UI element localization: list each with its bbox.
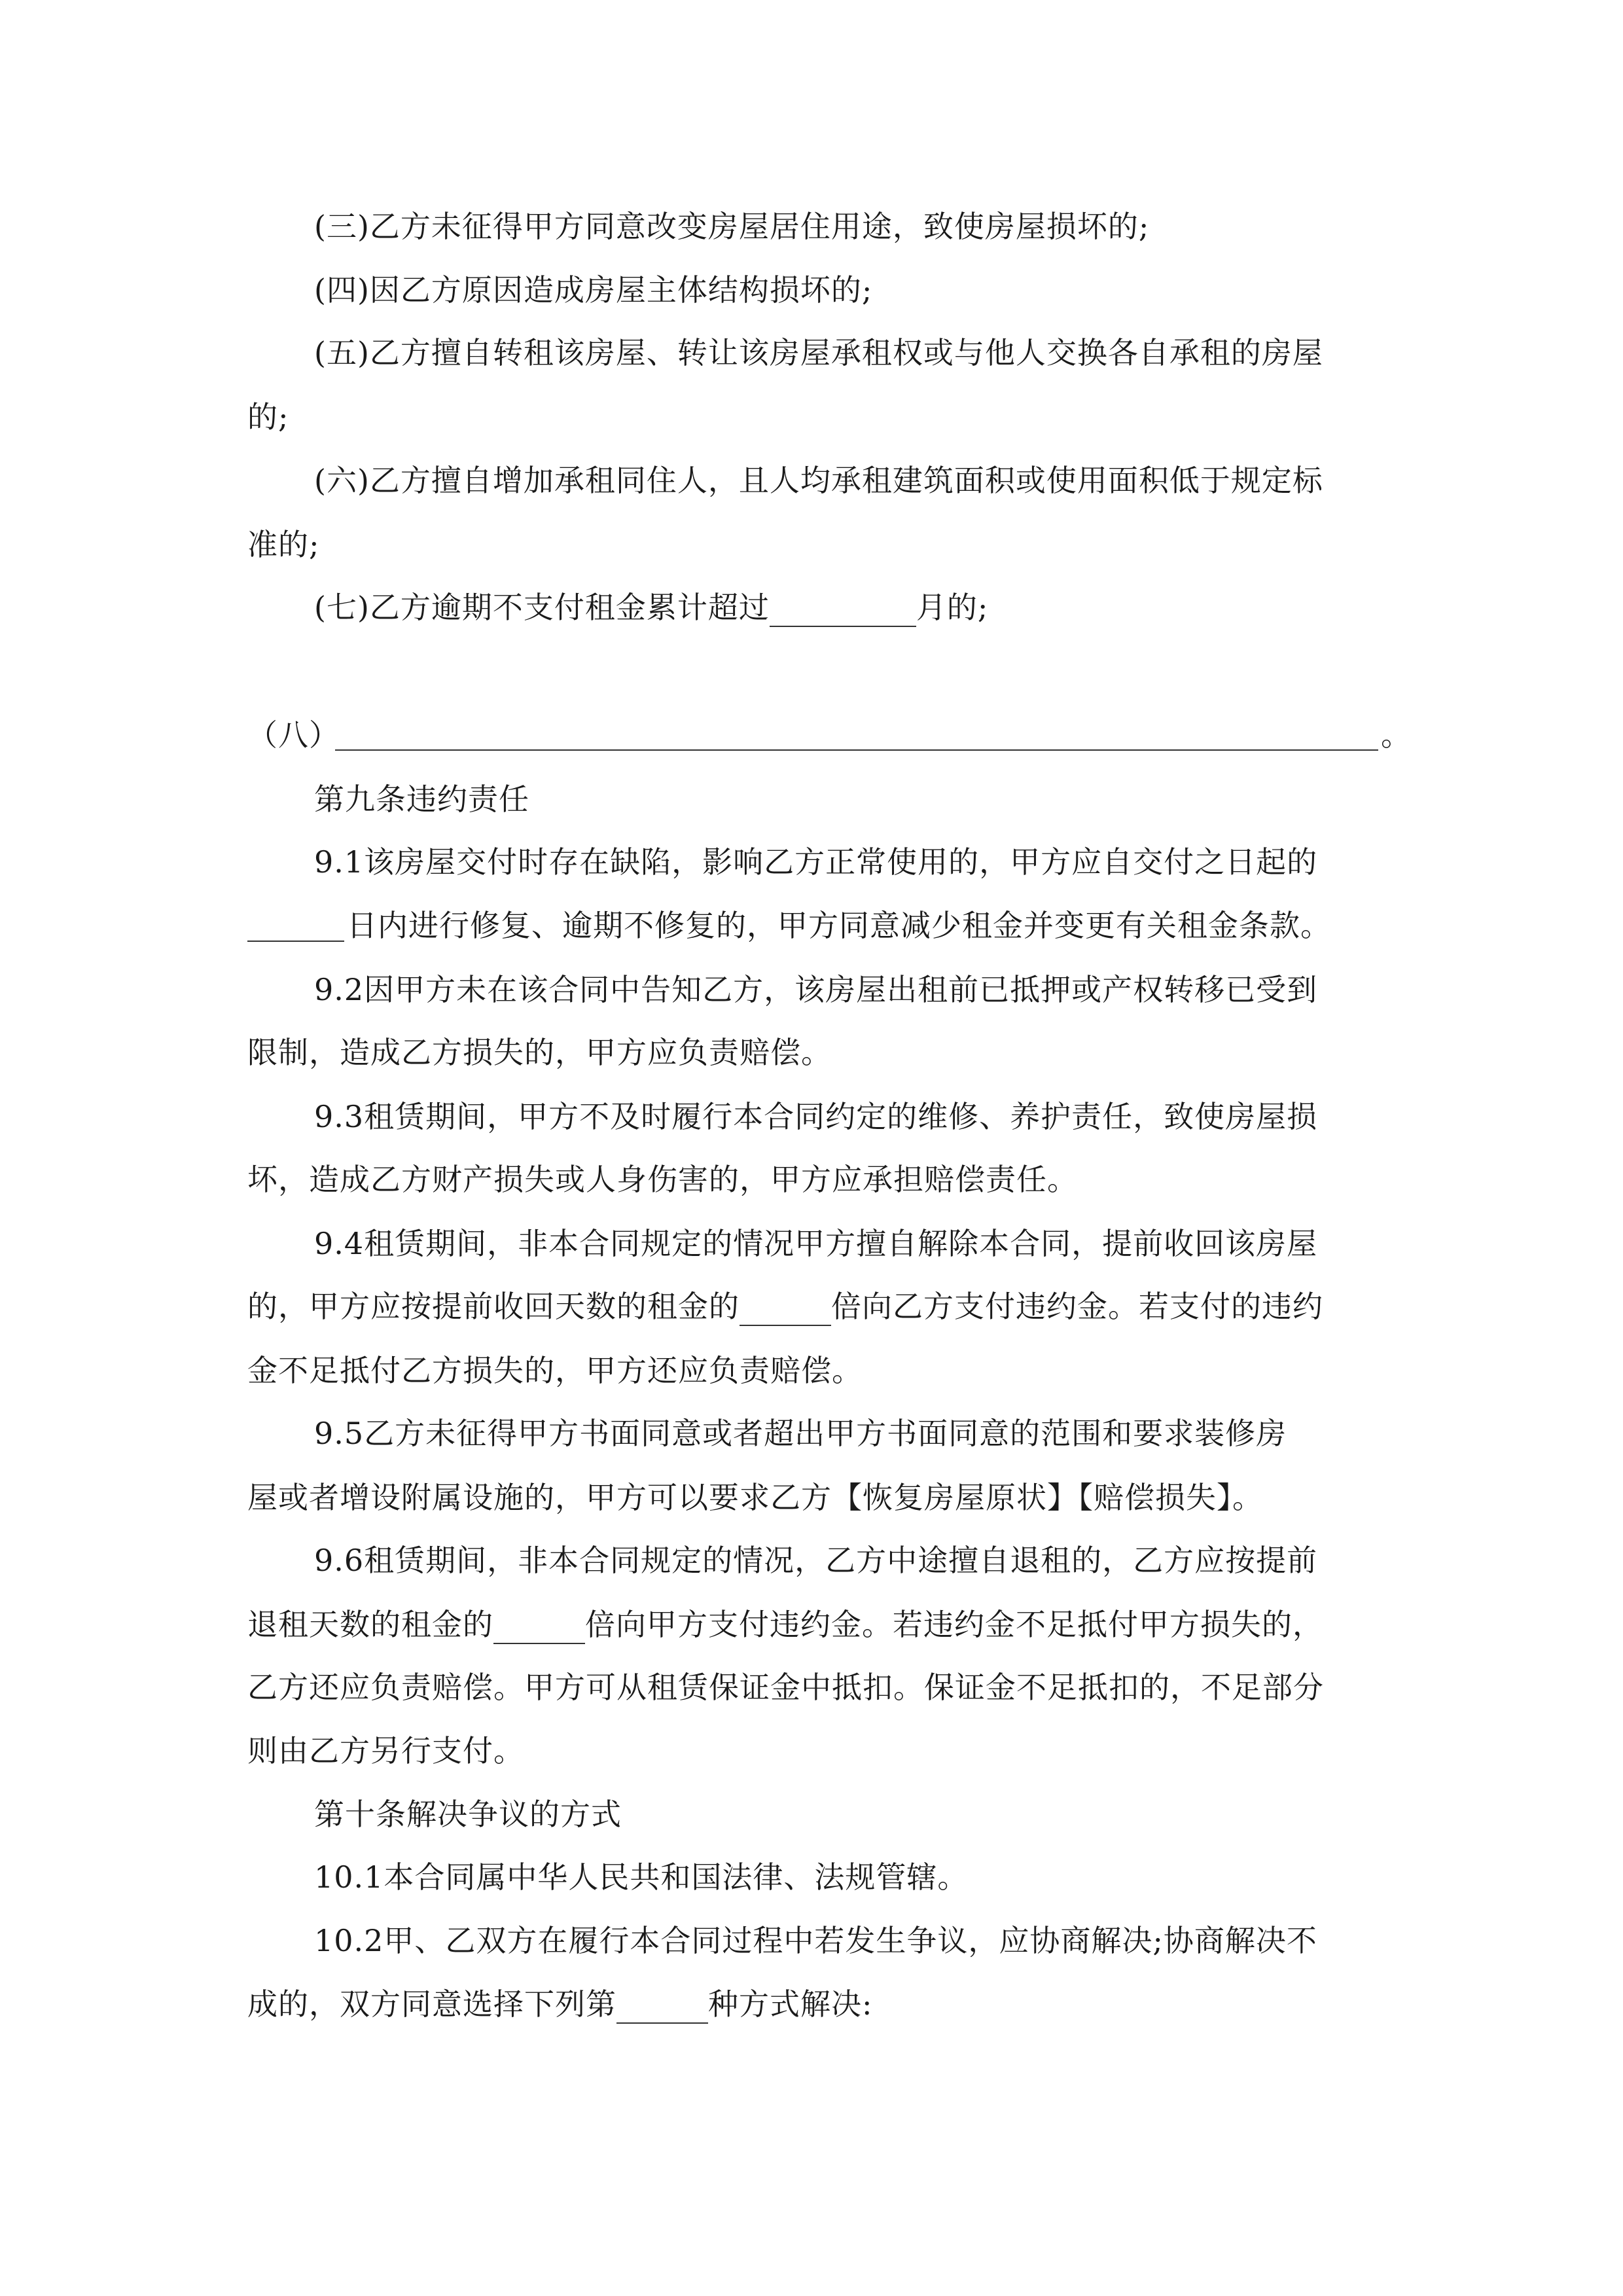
section-heading-article-9: 第九条违约责任 xyxy=(314,781,529,817)
clause-9-6-text: 退租天数的租金的 xyxy=(247,1607,493,1642)
blank-penalty-multiple-b xyxy=(493,1606,585,1644)
clause-item-8-end: 。 xyxy=(1381,717,1412,753)
clause-9-3-cont: 坏，造成乙方财产损失或人身伤害的，甲方应承担赔偿责任。 xyxy=(247,1162,1078,1197)
clause-item-7 xyxy=(314,589,988,627)
blank-item-8 xyxy=(335,749,1378,751)
clause-item-8-label: （八） xyxy=(247,717,340,753)
blank-dispute-method xyxy=(616,1986,708,2024)
clause-item-7-tail: 月的; xyxy=(916,590,989,625)
clause-9-6-cont3: 则由乙方另行支付。 xyxy=(247,1733,524,1768)
clause-9-6-cont2: 乙方还应负责赔偿。甲方可从租赁保证金中抵扣。保证金不足抵扣的，不足部分 xyxy=(247,1670,1324,1705)
clause-9-2: 9.2因甲方未在该合同中告知乙方，该房屋出租前已抵押或产权转移已受到 xyxy=(314,972,1318,1007)
clause-9-5-cont: 屋或者增设附属设施的，甲方可以要求乙方【恢复房屋原状】【赔偿损失】。 xyxy=(247,1480,1263,1515)
clause-10-1: 10.1本合同属中华人民共和国法律、法规管辖。 xyxy=(314,1859,969,1895)
clause-item-3: (三)乙方未征得甲方同意改变房屋居住用途，致使房屋损坏的; xyxy=(314,209,1150,244)
clause-item-5: (五)乙方擅自转租该房屋、转让该房屋承租权或与他人交换各自承租的房屋 xyxy=(314,335,1323,370)
clause-9-4: 9.4租赁期间，非本合同规定的情况甲方擅自解除本合同，提前收回该房屋 xyxy=(314,1226,1318,1261)
clause-item-6-cont: 准的; xyxy=(247,527,320,562)
clause-10-2-cont xyxy=(247,1986,873,2024)
clause-9-5: 9.5乙方未征得甲方书面同意或者超出甲方书面同意的范围和要求装修房 xyxy=(314,1416,1287,1451)
clause-item-4: (四)因乙方原因造成房屋主体结构损坏的; xyxy=(314,272,873,308)
clause-9-6-cont xyxy=(247,1606,1323,1644)
blank-months xyxy=(770,589,916,627)
clause-9-1-cont: 日内进行修复、逾期不修复的，甲方同意减少租金并变更有关租金条款。 xyxy=(347,908,1331,943)
clause-9-1: 9.1该房屋交付时存在缺陷，影响乙方正常使用的，甲方应自交付之日起的 xyxy=(314,844,1318,880)
section-heading-article-10: 第十条解决争议的方式 xyxy=(314,1797,622,1832)
blank-repair-days xyxy=(247,941,344,942)
clause-9-4-cont2: 金不足抵付乙方损失的，甲方还应负责赔偿。 xyxy=(247,1353,863,1388)
clause-item-7-text: (七)乙方逾期不支付租金累计超过 xyxy=(314,590,770,625)
clause-10-2: 10.2甲、乙双方在履行本合同过程中若发生争议，应协商解决;协商解决不 xyxy=(314,1923,1317,1958)
clause-item-5-cont: 的; xyxy=(247,399,289,435)
clause-9-4-text: 的，甲方应按提前收回天数的租金的 xyxy=(247,1289,740,1324)
clause-9-2-cont: 限制，造成乙方损失的，甲方应负责赔偿。 xyxy=(247,1035,832,1070)
clause-9-6: 9.6租赁期间，非本合同规定的情况，乙方中途擅自退租的，乙方应按提前 xyxy=(314,1543,1318,1578)
blank-penalty-multiple-a xyxy=(740,1288,831,1326)
clause-10-2-tail: 种方式解决: xyxy=(708,1986,873,2022)
clause-10-2-text: 成的，双方同意选择下列第 xyxy=(247,1986,616,2022)
clause-9-4-tail: 倍向乙方支付违约金。若支付的违约 xyxy=(831,1289,1323,1324)
clause-9-6-tail: 倍向甲方支付违约金。若违约金不足抵付甲方损失的， xyxy=(585,1607,1323,1642)
clause-item-6: (六)乙方擅自增加承租同住人，且人均承租建筑面积或使用面积低于规定标 xyxy=(314,463,1323,498)
clause-9-3: 9.3租赁期间，甲方不及时履行本合同约定的维修、养护责任，致使房屋损 xyxy=(314,1099,1318,1134)
clause-9-4-cont xyxy=(247,1288,1323,1326)
